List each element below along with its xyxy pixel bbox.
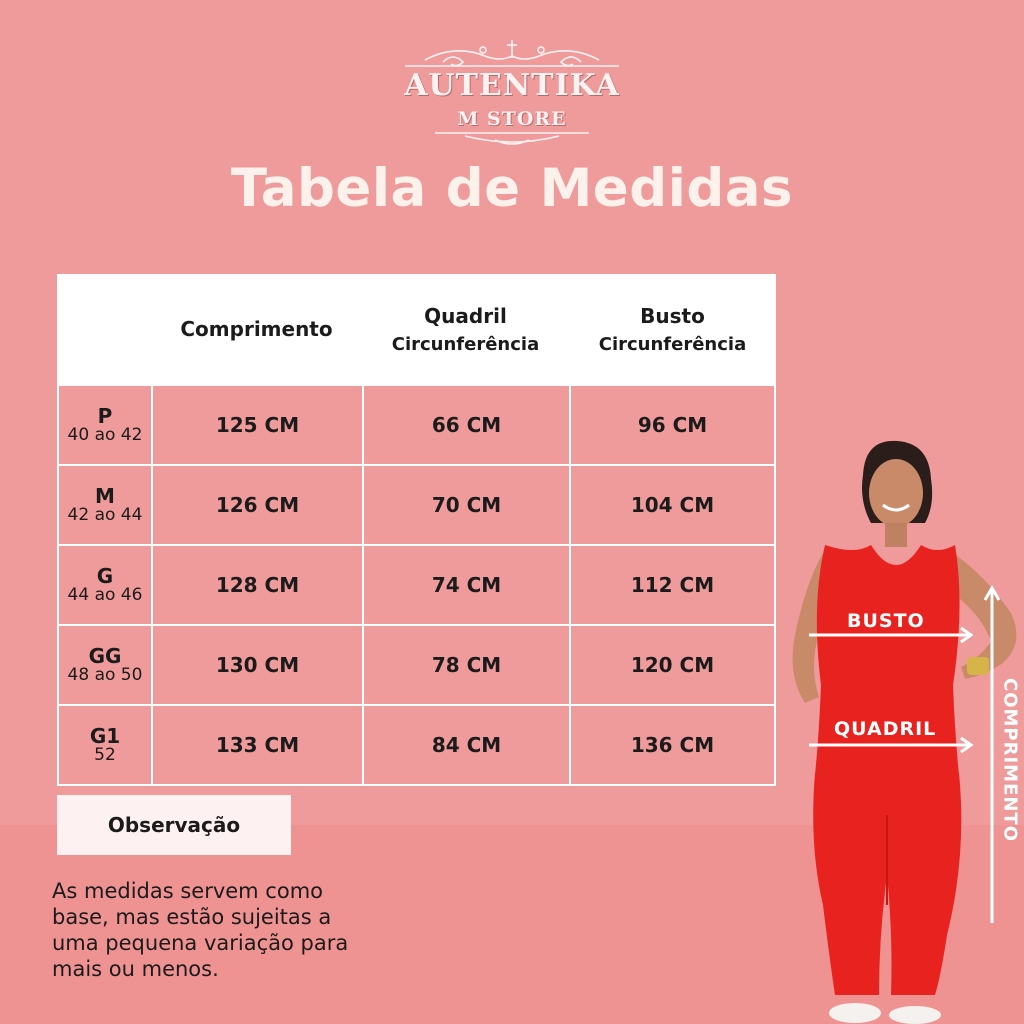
brand-subname: M STORE bbox=[457, 108, 567, 130]
size-range: 52 bbox=[94, 744, 116, 765]
cell-busto: 112 CM bbox=[569, 544, 776, 626]
observacao-label-box bbox=[57, 795, 291, 855]
observacao-label: Observação bbox=[107, 813, 241, 837]
header-label: Comprimento bbox=[180, 317, 333, 341]
cell-busto: 104 CM bbox=[569, 464, 776, 546]
header-quadril bbox=[362, 274, 569, 384]
page-title: Tabela de Medidas bbox=[230, 158, 794, 219]
size-label: G bbox=[96, 563, 114, 588]
busto-label: BUSTO bbox=[847, 610, 925, 632]
size-label: GG bbox=[88, 643, 122, 668]
header-label: Quadril bbox=[424, 303, 507, 328]
table-row-size bbox=[57, 384, 153, 466]
table-header bbox=[57, 274, 776, 384]
table-row-size bbox=[57, 544, 153, 626]
size-range: 48 ao 50 bbox=[67, 664, 143, 685]
observacao-text: As medidas servem como base, mas estão sujeitas a uma pequena variação para mais ou menos. bbox=[52, 879, 349, 981]
face bbox=[869, 459, 923, 527]
cell-busto: 136 CM bbox=[569, 704, 776, 786]
cell-quadril: 70 CM bbox=[362, 464, 571, 546]
cell-quadril: 66 CM bbox=[362, 384, 571, 466]
cell-quadril: 84 CM bbox=[362, 704, 571, 786]
cell-quadril: 74 CM bbox=[362, 544, 571, 626]
cell-comprimento: 128 CM bbox=[151, 544, 364, 626]
table-row-size bbox=[57, 624, 153, 706]
brand-name: AUTENTIKA bbox=[404, 68, 620, 103]
size-label: M bbox=[95, 483, 115, 508]
cell-comprimento: 126 CM bbox=[151, 464, 364, 546]
header-comprimento bbox=[151, 274, 362, 384]
header-sublabel: Circunferência bbox=[598, 333, 747, 355]
cell-comprimento: 130 CM bbox=[151, 624, 364, 706]
cell-busto: 96 CM bbox=[569, 384, 776, 466]
jumpsuit bbox=[815, 545, 960, 775]
size-range: 42 ao 44 bbox=[67, 504, 143, 525]
header-busto bbox=[569, 274, 776, 384]
brand-logo bbox=[395, 36, 629, 148]
size-range: 40 ao 42 bbox=[67, 424, 143, 445]
quadril-label: QUADRIL bbox=[834, 718, 937, 740]
size-label: P bbox=[97, 403, 113, 428]
cell-comprimento: 133 CM bbox=[151, 704, 364, 786]
cell-busto: 120 CM bbox=[569, 624, 776, 706]
header-size bbox=[57, 274, 151, 384]
comprimento-label: COMPRIMENTO bbox=[999, 677, 1021, 843]
header-label: Busto bbox=[640, 303, 705, 328]
table-row-size bbox=[57, 704, 153, 786]
table-row-size bbox=[57, 464, 153, 546]
size-range: 44 ao 46 bbox=[67, 584, 143, 605]
size-label: G1 bbox=[89, 723, 121, 748]
cell-comprimento: 125 CM bbox=[151, 384, 364, 466]
cell-quadril: 78 CM bbox=[362, 624, 571, 706]
header-sublabel: Circunferência bbox=[391, 333, 540, 355]
